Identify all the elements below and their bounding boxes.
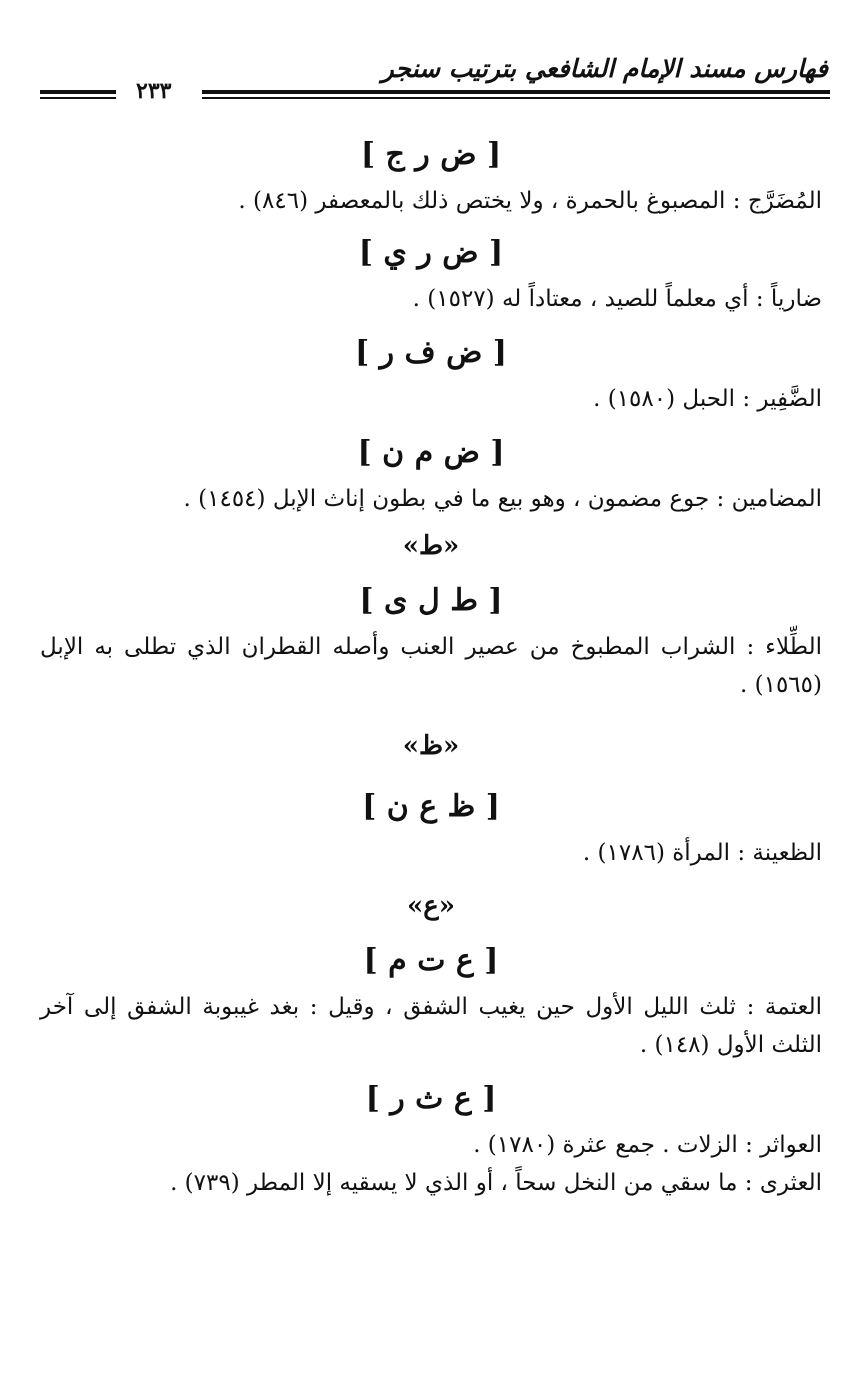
page-number: ٢٣٣ [136, 78, 172, 104]
root-heading: [ ض ر ي ] [358, 235, 504, 270]
header-rule-right-thick [202, 90, 830, 94]
index-entry: العثرى : ما سقي من النخل سحاً ، أو الذي لا يسقيه إلا المطر (٧٣٩) . [170, 1170, 822, 1196]
root-heading: [ ض ف ر ] [354, 335, 508, 370]
root-heading: [ ع ت م ] [363, 943, 499, 978]
root-heading: [ ظ ع ن ] [362, 789, 500, 824]
index-content [40, 128, 822, 1202]
letter-heading: «ع» [406, 891, 455, 921]
letter-heading: «ط» [402, 531, 460, 561]
header-rule-left-thin [40, 97, 116, 99]
index-entry: العتمة : ثلث الليل الأول حين يغيب الشفق ، وقيل : بغد غيبوبة الشفق إلى آخر الثلث الأول (١٤٨) . [40, 994, 822, 1058]
index-entry: المُضَرَّج : المصبوغ بالحمرة ، ولا يختص ذلك بالمعصفر (٨٤٦) . [238, 188, 822, 214]
index-entry: العواثر : الزلات . جمع عثرة (١٧٨٠) . [473, 1132, 822, 1158]
running-title: فهارس مسند الإمام الشافعي بترتيب سنجر [381, 54, 828, 83]
root-heading: [ ط ل ى ] [359, 583, 503, 618]
page-header [40, 54, 830, 110]
header-rule-right-thin [202, 97, 830, 99]
index-entry: الظعينة : المرأة (١٧٨٦) . [582, 840, 822, 866]
index-entry: الطِّلاء : الشراب المطبوخ من عصير العنب وأصله القطران الذي تطلى به الإبل (١٥٦٥) . [40, 634, 822, 698]
index-entry: ضارياً : أي معلماً للصيد ، معتاداً له (١٥٢٧) . [412, 286, 822, 312]
header-rule-left-thick [40, 90, 116, 94]
root-heading: [ ض م ن ] [357, 435, 505, 470]
letter-heading: «ظ» [402, 731, 460, 761]
index-entry: المضامين : جوع مضمون ، وهو بيع ما في بطون إناث الإبل (١٤٥٤) . [183, 486, 822, 512]
root-heading: [ ض ر ج ] [360, 137, 502, 172]
index-entry: الضَّفِير : الحبل (١٥٨٠) . [593, 386, 822, 412]
root-heading: [ ع ث ر ] [365, 1081, 497, 1116]
